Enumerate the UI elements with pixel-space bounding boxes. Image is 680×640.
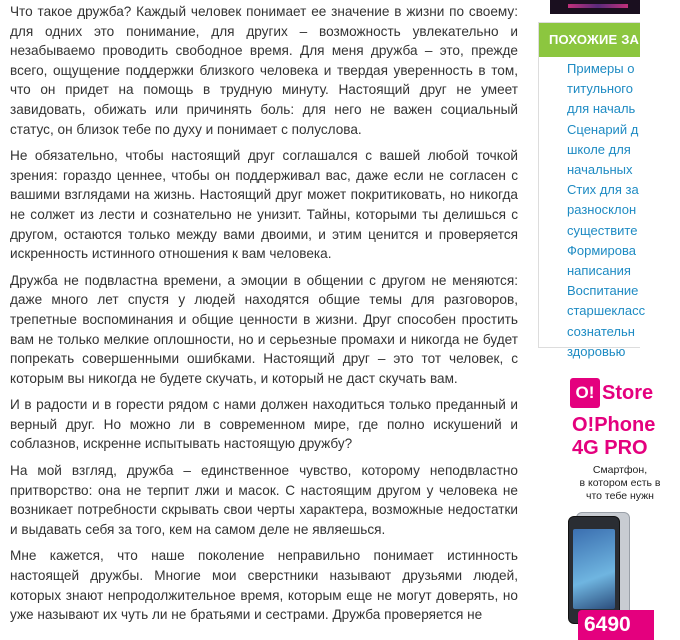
ostore-ad-banner[interactable]	[556, 362, 661, 640]
related-articles-widget	[538, 22, 646, 359]
related-link-text[interactable]: титульного	[567, 81, 633, 97]
related-link[interactable]	[567, 200, 640, 220]
related-link[interactable]	[567, 281, 640, 301]
related-link-text[interactable]: здоровью	[567, 343, 626, 359]
related-link[interactable]	[567, 301, 646, 321]
article-paragraph: Что такое дружба? Каждый человек понимает ее значение в жизни по своему: для одних это понимание, для других – возможность увлекательно и незабываемо проводить свободное время. Для меня дружба – это, прежде всего, ощущение поддержки близкого человека и твердая уверенность в том, что он придет на помощь в трудную минуту. Настоящий друг не умеет завидовать, обижать или причинять боль: для него не важен социальный статус, он близок тебе по духу и понимает с полуслова.	[10, 4, 518, 137]
ad-desc-line: Смартфон,	[592, 464, 648, 476]
related-link[interactable]	[567, 160, 640, 180]
ad-price-tag: 6490	[578, 610, 654, 640]
top-ad-banner[interactable]	[550, 0, 640, 14]
related-articles-title: ПОХОЖИЕ ЗА	[539, 23, 640, 57]
ad-product-name: O!Phone	[572, 414, 656, 436]
ad-desc-line: что тебе нужн	[586, 490, 654, 502]
related-link[interactable]	[567, 261, 640, 281]
related-link-text[interactable]: Примеры о	[567, 61, 635, 76]
phone-screen	[573, 529, 615, 609]
related-link-text[interactable]: старшекласс	[567, 303, 646, 319]
banner-stripe	[568, 4, 628, 8]
related-link[interactable]	[567, 140, 640, 160]
related-link-text[interactable]: школе для	[567, 141, 631, 157]
ad-store-name: Store	[602, 382, 654, 404]
related-link[interactable]	[567, 322, 640, 342]
related-link[interactable]	[567, 59, 640, 79]
related-articles-list	[539, 57, 646, 362]
related-link-text[interactable]: Воспитание	[567, 283, 639, 299]
related-link[interactable]	[567, 79, 640, 99]
article-paragraph: Дружба не подвластна времени, а эмоции в общении с другом не меняются: даже много лет спустя у людей находятся общие темы для разговоров, трепетные воспоминания и общие ценности в жизни. Друг способен простить вам не только мелкие оплошности, но и серьезные промахи и никогда не будет попрекать совершенными ошибками. Настоящий друг – это тот человек, с которым вы никогда не будете скучать, и который не даст скучать вам.	[10, 272, 518, 386]
article-paragraph: И в радости и в горести рядом с нами должен находиться только преданный и верный друг. Но можно ли в современном мире, где полно искушений и соблазнов, искренне испытывать настоящую дружбу?	[10, 397, 518, 452]
phone-image	[568, 512, 640, 624]
related-link-text[interactable]: для началь	[567, 101, 636, 117]
related-link-text[interactable]: Формирова	[567, 242, 636, 258]
phone-front-icon	[568, 516, 620, 624]
article-paragraph: Мне кажется, что наше поколение неправильно понимает истинность настоящей дружбы. Многие мои сверстники называют друзьями людей, которых знают непродолжительное время, которым еще не могут доверять, но уже называют их чуть ли не братьями и сестрами. Дружба проверяется не	[10, 548, 518, 623]
related-link[interactable]	[567, 99, 640, 119]
related-link-text[interactable]: существите	[567, 222, 638, 238]
ad-logo-row	[570, 374, 654, 408]
ad-product-network: 4G PRO	[572, 437, 648, 459]
related-link-text[interactable]: Стих для за	[567, 182, 639, 198]
related-link-text[interactable]: разносклон	[567, 202, 637, 218]
related-link[interactable]	[567, 120, 640, 140]
article-body	[10, 0, 518, 632]
related-link[interactable]	[567, 342, 640, 362]
related-link-text[interactable]: начальных	[567, 162, 633, 178]
related-link-text[interactable]: Сценарий д	[567, 121, 639, 137]
article-paragraph: На мой взгляд, дружба – единственное чувство, которому неподвластно притворство: она не терпит лжи и масок. С настоящим другом у человека не возникает потребности скрывать свои черты характера, возможные недостатки и выдавать себя за того, кем на самом деле не являешься.	[10, 463, 518, 537]
ad-description	[560, 464, 680, 503]
related-link[interactable]	[567, 180, 640, 200]
article-paragraph: Не обязательно, чтобы настоящий друг соглашался с вашей любой точкой зрения: гораздо ценнее, чтобы он поддерживал вас, даже если не согласен с вашими взглядами на жизнь. Настоящий друг может покритиковать, но никогда не солжет из лести и сознательно не унизит. Тайны, которыми ты делишься с другом, остаются только между вами двоими, и этим ценится и проверяется искренность истинного отношения к вам человека.	[10, 148, 518, 262]
related-link-text[interactable]: написания	[567, 263, 631, 279]
related-link[interactable]	[567, 221, 640, 241]
related-link-text[interactable]: сознательн	[567, 323, 635, 339]
related-link[interactable]	[567, 241, 640, 261]
ostore-logo-icon: О!	[570, 378, 600, 408]
ad-desc-line: в котором есть в	[579, 477, 661, 489]
